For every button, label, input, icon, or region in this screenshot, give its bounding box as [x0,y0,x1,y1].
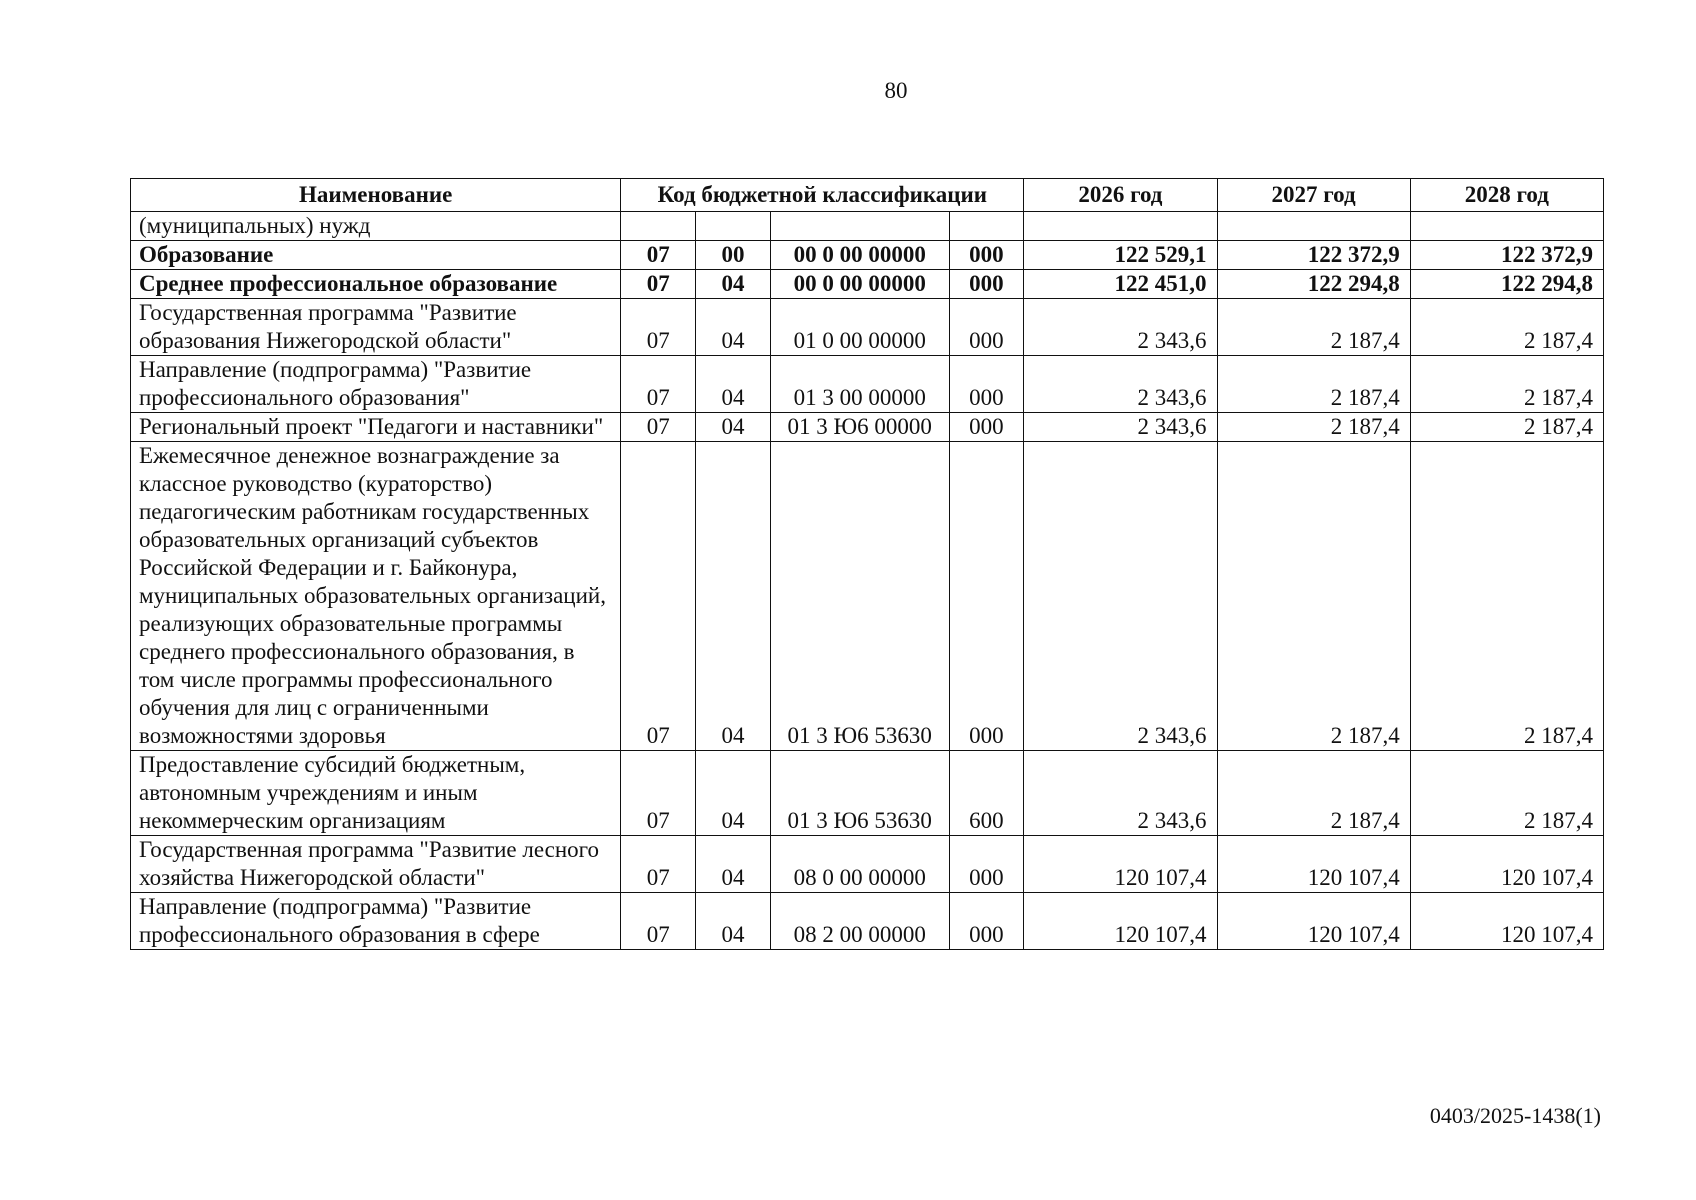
row-name: Направление (подпрограмма) "Развитие профессионального образования в сфере [131,893,621,950]
code-expense-type: 000 [949,413,1024,442]
value-2026 [1024,212,1217,241]
code-subsection: 00 [696,241,771,270]
code-section: 07 [621,413,696,442]
code-target-article: 08 0 00 00000 [770,836,949,893]
code-expense-type: 600 [949,751,1024,836]
code-target-article [770,212,949,241]
code-section: 07 [621,836,696,893]
code-section [621,212,696,241]
value-2026: 2 343,6 [1024,442,1217,751]
value-2028: 2 187,4 [1410,356,1603,413]
code-subsection: 04 [696,413,771,442]
code-target-article: 01 3 Ю6 53630 [770,751,949,836]
table-row [131,212,1604,241]
code-section: 07 [621,442,696,751]
table-row [131,299,1604,356]
code-target-article: 00 0 00 00000 [770,241,949,270]
value-2027: 120 107,4 [1217,893,1410,950]
code-subsection: 04 [696,270,771,299]
budget-table [130,178,1604,950]
header-2026: 2026 год [1024,179,1217,212]
code-expense-type: 000 [949,299,1024,356]
row-name: (муниципальных) нужд [131,212,621,241]
value-2028 [1410,212,1603,241]
code-target-article: 01 3 Ю6 53630 [770,442,949,751]
code-section: 07 [621,241,696,270]
header-2027: 2027 год [1217,179,1410,212]
value-2027: 2 187,4 [1217,442,1410,751]
code-target-article: 01 3 Ю6 00000 [770,413,949,442]
code-section: 07 [621,299,696,356]
code-expense-type [949,212,1024,241]
row-name: Среднее профессиональное образование [131,270,621,299]
value-2027: 120 107,4 [1217,836,1410,893]
value-2028: 2 187,4 [1410,413,1603,442]
value-2027: 122 294,8 [1217,270,1410,299]
value-2028: 2 187,4 [1410,299,1603,356]
code-subsection: 04 [696,442,771,751]
row-name: Государственная программа "Развитие лесного хозяйства Нижегородской области" [131,836,621,893]
row-name: Государственная программа "Развитие образования Нижегородской области" [131,299,621,356]
value-2026: 120 107,4 [1024,836,1217,893]
value-2028: 122 294,8 [1410,270,1603,299]
header-code: Код бюджетной классификации [621,179,1024,212]
row-name: Направление (подпрограмма) "Развитие профессионального образования" [131,356,621,413]
value-2027: 2 187,4 [1217,413,1410,442]
value-2028: 120 107,4 [1410,836,1603,893]
code-subsection [696,212,771,241]
value-2026: 2 343,6 [1024,751,1217,836]
value-2026: 122 451,0 [1024,270,1217,299]
code-expense-type: 000 [949,836,1024,893]
document-id: 0403/2025-1438(1) [1429,1103,1601,1128]
code-subsection: 04 [696,299,771,356]
code-section: 07 [621,356,696,413]
header-name: Наименование [131,179,621,212]
value-2028: 2 187,4 [1410,442,1603,751]
value-2027: 2 187,4 [1217,751,1410,836]
code-section: 07 [621,751,696,836]
code-subsection: 04 [696,751,771,836]
table-row [131,751,1604,836]
table-row [131,413,1604,442]
row-name: Ежемесячное денежное вознаграждение за классное руководство (кураторство) педагогическим работникам государственных образовательных организаций субъектов Российской Федерации и г. Байконура, муниципальных образовательных организаций, реализующих образовательные программы среднего профессионального образования, в том числе программы профессионального обучения для лиц с ограниченными возможностями здоровья [131,442,621,751]
value-2027: 2 187,4 [1217,356,1410,413]
value-2027 [1217,212,1410,241]
value-2028: 120 107,4 [1410,893,1603,950]
code-target-article: 00 0 00 00000 [770,270,949,299]
value-2026: 2 343,6 [1024,413,1217,442]
code-target-article: 01 3 00 00000 [770,356,949,413]
code-target-article: 08 2 00 00000 [770,893,949,950]
value-2026: 2 343,6 [1024,356,1217,413]
value-2027: 2 187,4 [1217,299,1410,356]
table-body [131,212,1604,950]
value-2026: 120 107,4 [1024,893,1217,950]
table-header-row [131,179,1604,212]
code-section: 07 [621,270,696,299]
value-2028: 122 372,9 [1410,241,1603,270]
table-row [131,893,1604,950]
value-2026: 122 529,1 [1024,241,1217,270]
code-section: 07 [621,893,696,950]
code-subsection: 04 [696,893,771,950]
code-subsection: 04 [696,356,771,413]
value-2028: 2 187,4 [1410,751,1603,836]
code-expense-type: 000 [949,356,1024,413]
table-row [131,836,1604,893]
table-row [131,241,1604,270]
row-name: Образование [131,241,621,270]
code-expense-type: 000 [949,270,1024,299]
value-2027: 122 372,9 [1217,241,1410,270]
page-number: 80 [884,78,908,103]
code-target-article: 01 0 00 00000 [770,299,949,356]
code-expense-type: 000 [949,893,1024,950]
code-subsection: 04 [696,836,771,893]
header-2028: 2028 год [1410,179,1603,212]
table-row [131,356,1604,413]
code-expense-type: 000 [949,241,1024,270]
value-2026: 2 343,6 [1024,299,1217,356]
table-row [131,442,1604,751]
row-name: Региональный проект "Педагоги и наставники" [131,413,621,442]
row-name: Предоставление субсидий бюджетным, автономным учреждениям и иным некоммерческим организациям [131,751,621,836]
code-expense-type: 000 [949,442,1024,751]
table-row [131,270,1604,299]
